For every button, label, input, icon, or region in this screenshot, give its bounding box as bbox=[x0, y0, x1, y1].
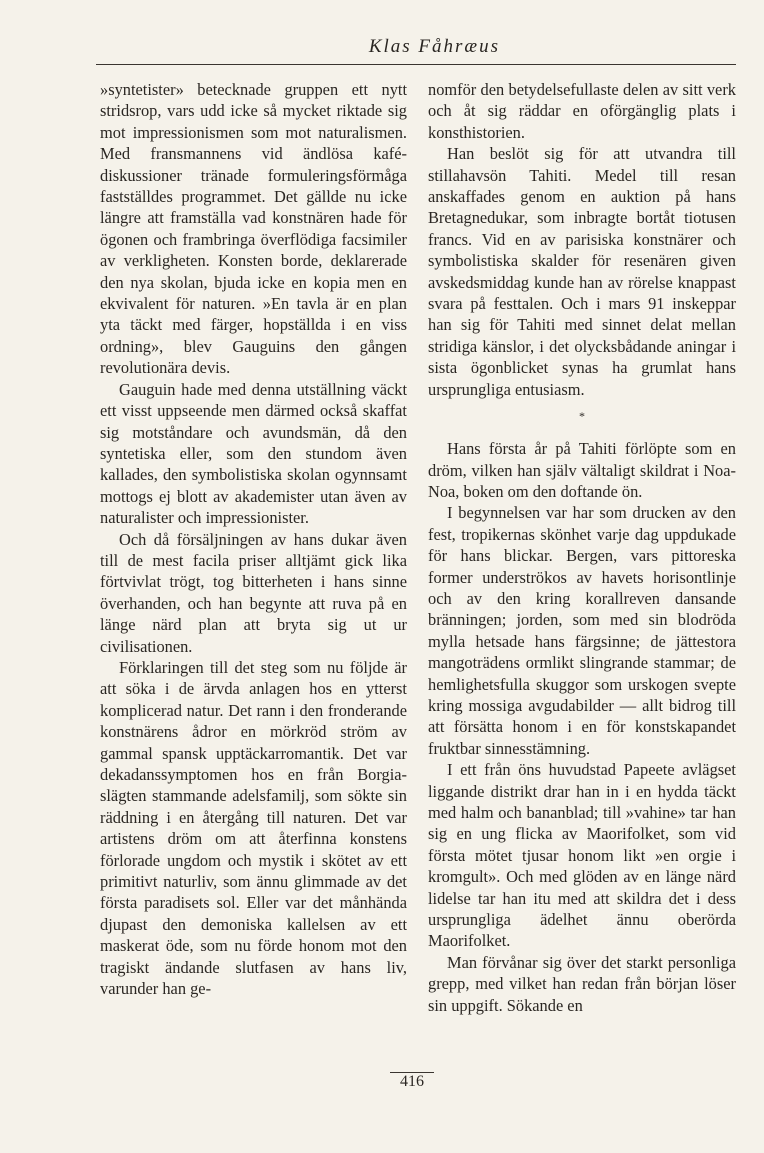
paragraph: Man förvånar sig över det starkt personliga grepp, med vilket han redan från början löser sin uppgift. Sökande en bbox=[428, 952, 736, 1015]
paragraph: I begynnelsen var har som drucken av den fest, tropikernas skönhet varje dag uppdukade för hans blickar. Bergen, vars pittoreska former underströkos av havets horisontlinje och av den kring korallreven dansande bränningen; jorden, som med sin blodröda mylla hetsade hans färgsinne; de jättestora mangoträdens ormlikt slingrande stammar; de hemlighetsfulla skuggor som urskogen svepte kring mossiga avgudabilder — allt bidrog till att försätta honom i en för konstskapandet fruktbar sinnesstämning. bbox=[428, 503, 736, 758]
paragraph: nomför den betydelsefullaste delen av sitt verk och åt sig räddar en oförgänglig plats i konsthistorien. bbox=[428, 80, 736, 142]
right-column bbox=[428, 79, 736, 1016]
left-column bbox=[100, 79, 407, 999]
section-separator: * bbox=[579, 409, 585, 424]
paragraph: »syntetister» betecknade gruppen ett nytt stridsrop, vars udd icke så mycket riktade sig mot impressionismen som mot naturalismen. Med fransmannens vid ändlösa kafé-diskussioner tränade formuleringsförmåga fastställdes programmet. Det gällde nu icke längre att framställa vad konstnären hade för ögonen och frambringa överflödiga facsimiler av verkligheten. Konsten borde, deklarerade den nya skolan, bjuda icke en kopia men en ekvivalent för naturen. »En tavla är en plan yta täckt med färger, hopställda i en viss ordning», blev Gauguins den gången revolutionära devis. bbox=[100, 80, 407, 378]
paragraph: Han beslöt sig för att utvandra till stillahavsön Tahiti. Medel till resan anskaffades genom en auktion på hans Bretagnedukar, som inbragte bortåt tiotusen francs. Vid en av parisiska konstnärer och symbolistiska skalder för resenären given avskedsmiddag kunde han av rörelse knappast svara på festtalen. Och i mars 91 inskeppar han sig för Tahiti med sinnet delat mellan stridiga känslor, i det olycksbådande aningar i sista ögonblicket synas ha grumlat hans ursprungliga entusiasm. bbox=[428, 144, 736, 399]
paragraph: Förklaringen till det steg som nu följde är att söka i de ärvda anlagen hos en ytterst komplicerad natur. Det rann i den fronderande konstnärens ådror en mörkröd ström av gammal spansk upptäckarromantik. Det var dekadanssymptomen hos en från Borgia-slägten stammande adelsfamilj, som sökte sin räddning i en återgång till naturen. Det var artistens dröm om att återfinna konstens förlorade ungdom och mystik i skötet av ett primitivt naturliv, som ännu glimmade av det första paradisets sol. Eller var det månhända djupast den demoniska kallelsen av ett maskerat öde, som nu förde honom mot den tragiskt ändande slutfasen av hans liv, varunder han ge- bbox=[100, 657, 407, 999]
header-title: Klas Fåhræus bbox=[368, 36, 500, 57]
running-header bbox=[96, 34, 736, 65]
paragraph: Gauguin hade med denna utställning väckt ett visst uppseende men därmed också skaffat sig motståndare och avundsmän, då den syntetiska eller, som den stundom även kallades, den symbolistiska skolan ogynnsamt mottogs ej blott av akademister utan även av naturalister och impressionister. bbox=[100, 379, 407, 528]
page-number: 416 bbox=[390, 1072, 434, 1091]
paragraph: I ett från öns huvudstad Papeete avlägset liggande distrikt drar han in i en hydda täckt med halm och bananblad; till »vahine» tar han sig en ung flicka av Maorifolket, som vid första mötet tjusar honom likt »en orgie i kromgult». Och med glöden av en länge närd lidelse tar han itu med att skildra det i dess ursprungliga ädelhet ännu oberörda Maorifolket. bbox=[428, 760, 736, 951]
paragraph: Och då försäljningen av hans dukar även till de mest facila priser alltjämt gick lika förtvivlat trögt, tog bitterheten i hans sinne överhanden, och han begynte att ruva på en länge närd plan att bryta sig ut ur civilisationen. bbox=[100, 529, 407, 656]
paragraph: Hans första år på Tahiti förlöpte som en dröm, vilken han själv vältaligt skildrat i Noa-Noa, boken om den doftande ön. bbox=[428, 439, 736, 501]
